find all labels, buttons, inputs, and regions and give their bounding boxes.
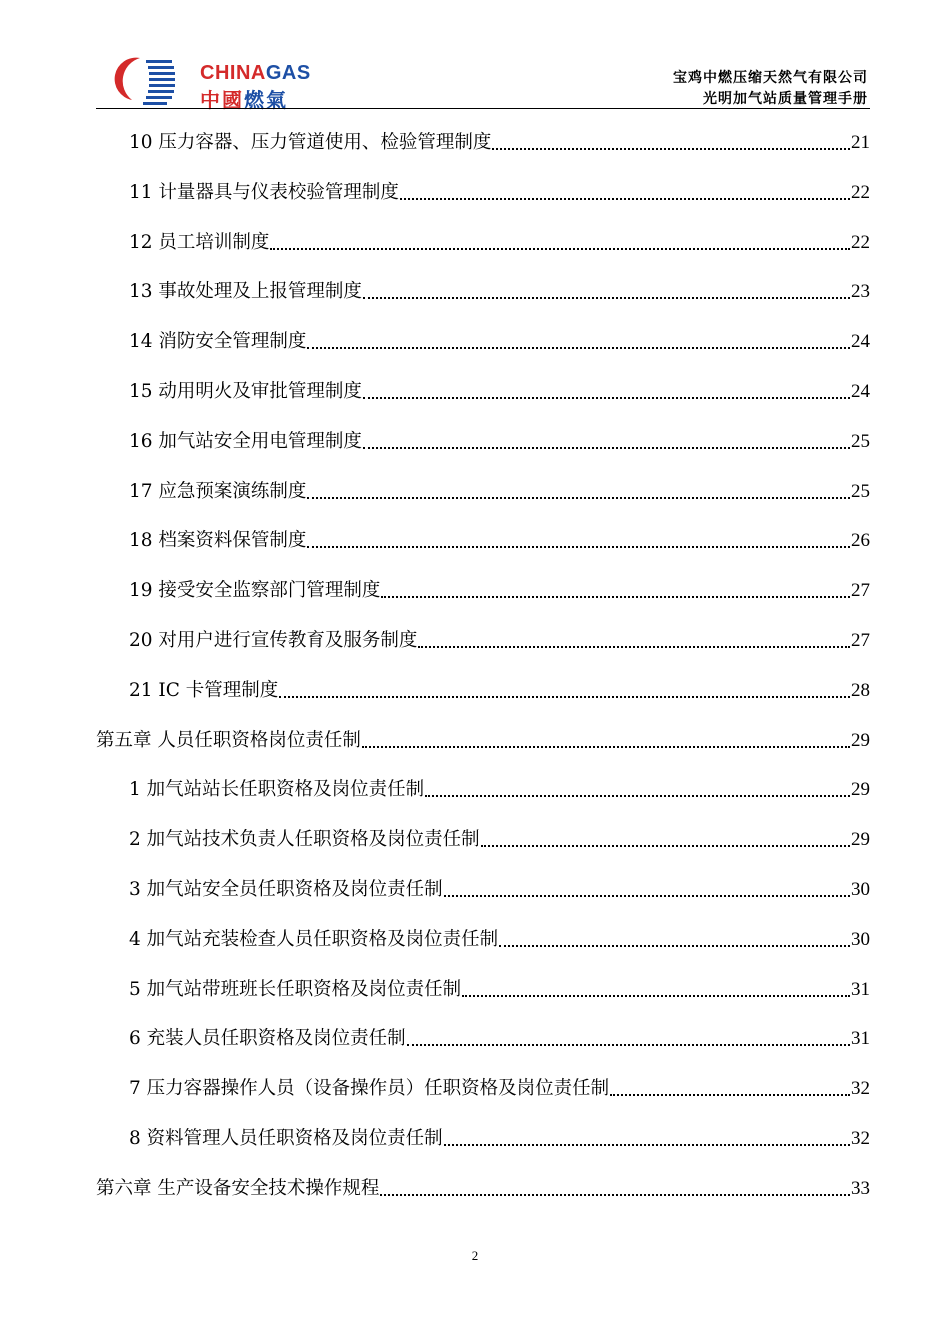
toc-entry-page: 29 [851,829,870,851]
toc-entry[interactable] [96,1124,870,1154]
toc-entry-page: 31 [851,978,870,1000]
toc-entry-title: 11 计量器具与仪表校验管理制度 [129,181,399,203]
toc-chapter-entry[interactable] [96,726,870,756]
toc-entry-page: 24 [851,381,870,402]
toc-dot-leader [307,347,850,349]
toc-entry[interactable] [96,875,870,905]
toc-entry[interactable] [96,526,870,556]
toc-dot-leader [362,746,850,748]
toc-entry-title: 16 加气站安全用电管理制度 [129,430,362,452]
toc-entry[interactable] [96,1024,870,1054]
toc-entry[interactable] [96,975,870,1005]
toc-dot-leader [444,895,850,897]
toc-entry-page: 31 [851,1028,870,1050]
toc-dot-leader [462,995,850,997]
toc-entry-page: 25 [851,430,870,452]
toc-entry-title: 20 对用户进行宣传教育及服务制度 [129,630,418,651]
toc-entry-page: 26 [851,530,870,552]
toc-dot-leader [307,546,850,548]
toc-dot-leader [499,945,850,947]
toc-dot-leader [380,1194,850,1196]
toc-entry-page: 29 [851,729,870,751]
logo-english-text: CHINAGAS [200,62,311,84]
toc-entry-title: 6 充装人员任职资格及岗位责任制 [129,1028,406,1050]
toc-dot-leader [400,198,850,200]
toc-entry[interactable] [96,327,870,357]
toc-entry[interactable] [96,228,870,258]
toc-dot-leader [492,148,850,150]
toc-dot-leader [270,248,850,250]
toc-entry-page: 22 [851,231,870,253]
company-line-1: 宝鸡中燃压缩天然气有限公司 [673,70,868,86]
toc-entry-page: 22 [851,181,870,203]
page-header [96,52,870,112]
toc-entry-page: 27 [851,630,870,651]
toc-entry-title: 第五章 人员任职资格岗位责任制 [96,729,361,751]
toc-entry-title: 3 加气站安全员任职资格及岗位责任制 [129,879,443,900]
toc-dot-leader [418,646,850,648]
toc-entry[interactable] [96,427,870,457]
toc-entry[interactable] [96,775,870,805]
toc-entry[interactable] [96,128,870,158]
toc-entry-page: 33 [851,1177,870,1199]
toc-entry[interactable] [96,626,870,656]
toc-dot-leader [407,1044,850,1046]
toc-entry-page: 24 [851,331,870,353]
logo-chinese-text: 中國燃氣 [200,88,288,112]
toc-dot-leader [610,1094,850,1096]
manual-title: 光明加气站质量管理手册 [703,91,868,107]
company-name [673,68,868,110]
toc-entry-page: 29 [851,779,870,801]
toc-dot-leader [481,845,850,847]
toc-entry-page: 32 [851,1078,870,1100]
toc-entry[interactable] [96,277,870,307]
toc-entry-title: 1 加气站站长任职资格及岗位责任制 [129,779,425,801]
toc-entry[interactable] [96,676,870,706]
header-rule [96,108,870,109]
toc-entry[interactable] [96,925,870,955]
toc-entry-title: 14 消防安全管理制度 [129,331,307,353]
toc-entry-title: 2 加气站技术负责人任职资格及岗位责任制 [129,829,480,851]
toc-dot-leader [363,297,850,299]
toc-entry-page: 30 [851,928,870,950]
toc-entry-title: 4 加气站充装检查人员任职资格及岗位责任制 [129,928,499,950]
toc-dot-leader [363,397,850,399]
china-gas-emblem-icon [110,54,180,110]
toc-chapter-entry[interactable] [96,1174,870,1204]
toc-entry-title: 17 应急预案演练制度 [129,480,307,502]
toc-entry-page: 30 [851,879,870,900]
toc-dot-leader [425,795,850,797]
toc-entry-title: 7 压力容器操作人员（设备操作员）任职资格及岗位责任制 [129,1078,610,1100]
toc-entry-title: 13 事故处理及上报管理制度 [129,281,362,303]
toc-entry-title: 5 加气站带班班长任职资格及岗位责任制 [129,978,462,1000]
toc-entry[interactable] [96,825,870,855]
toc-entry-title: 21 IC 卡管理制度 [129,679,279,701]
toc-entry-page: 27 [851,580,870,602]
toc-entry-page: 32 [851,1128,870,1149]
toc-entry-title: 15 动用明火及审批管理制度 [129,381,362,402]
toc-dot-leader [307,497,850,499]
toc-entry[interactable] [96,377,870,407]
china-gas-logo [110,54,320,110]
toc-entry-title: 12 员工培训制度 [129,231,270,253]
toc-entry-page: 23 [851,281,870,303]
toc-dot-leader [381,596,850,598]
toc-entry-page: 21 [851,132,870,153]
toc-dot-leader [444,1144,850,1146]
toc-entry[interactable] [96,576,870,606]
toc-entry[interactable] [96,178,870,208]
toc-entry[interactable] [96,477,870,507]
toc-entry-page: 25 [851,480,870,502]
toc-entry-title: 19 接受安全监察部门管理制度 [129,580,381,602]
toc-dot-leader [363,447,850,449]
toc-entry-title: 第六章 生产设备安全技术操作规程 [96,1177,380,1199]
toc-entry-title: 8 资料管理人员任职资格及岗位责任制 [129,1128,443,1149]
toc-entry-page: 28 [851,679,870,701]
toc-entry[interactable] [96,1074,870,1104]
page-number: 2 [471,1248,479,1263]
toc-dot-leader [279,696,850,698]
toc-entry-title: 10 压力容器、压力管道使用、检验管理制度 [129,132,492,153]
toc-entry-title: 18 档案资料保管制度 [129,530,307,552]
